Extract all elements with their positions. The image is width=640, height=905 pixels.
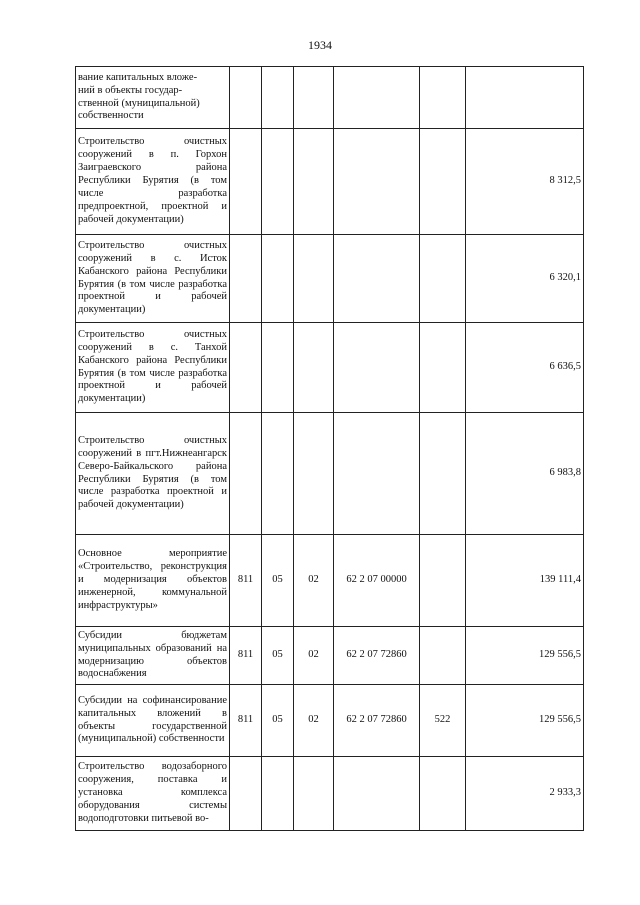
row-subsection-cell bbox=[294, 413, 334, 535]
row-grbs-cell: 811 bbox=[230, 535, 262, 627]
row-name-cell: Строительство очистных сооружений в с. Исток Кабанского района Республики Бурятия (в том числе разработка проектной и рабочей документации) bbox=[76, 235, 230, 323]
row-target-article-cell: 62 2 07 00000 bbox=[334, 535, 420, 627]
table-row bbox=[76, 627, 584, 685]
row-expense-type-cell bbox=[420, 413, 466, 535]
table-row bbox=[76, 129, 584, 235]
row-name-cell: Основное мероприятие «Строительство, реконструкция и модернизация объектов инженерной, коммунальной инфраструктуры» bbox=[76, 535, 230, 627]
row-section-cell bbox=[262, 413, 294, 535]
row-section-cell: 05 bbox=[262, 627, 294, 685]
row-target-article-cell bbox=[334, 323, 420, 413]
row-grbs-cell: 811 bbox=[230, 627, 262, 685]
row-subsection-cell: 02 bbox=[294, 535, 334, 627]
row-section-cell bbox=[262, 129, 294, 235]
budget-table bbox=[75, 66, 584, 831]
row-name-cell: Субсидии на софинансирование капитальных вложений в объекты государственной (муниципальной) собственности bbox=[76, 685, 230, 757]
row-target-article-cell: 62 2 07 72860 bbox=[334, 685, 420, 757]
row-subsection-cell: 02 bbox=[294, 627, 334, 685]
row-subsection-cell bbox=[294, 67, 334, 129]
row-name-cell: Строительство очистных сооружений в с. Танхой Кабанского района Республики Бурятия (в том числе разработка проектной и рабочей документации) bbox=[76, 323, 230, 413]
table-row bbox=[76, 413, 584, 535]
row-grbs-cell bbox=[230, 757, 262, 831]
row-sum-cell: 6 320,1 bbox=[466, 235, 584, 323]
row-grbs-cell bbox=[230, 235, 262, 323]
row-sum-cell: 139 111,4 bbox=[466, 535, 584, 627]
row-target-article-cell bbox=[334, 413, 420, 535]
row-sum-cell bbox=[466, 67, 584, 129]
budget-table-body bbox=[76, 67, 584, 831]
row-sum-cell: 8 312,5 bbox=[466, 129, 584, 235]
row-expense-type-cell bbox=[420, 129, 466, 235]
row-sum-cell: 129 556,5 bbox=[466, 685, 584, 757]
page-number: 1934 bbox=[308, 38, 332, 52]
row-section-cell: 05 bbox=[262, 685, 294, 757]
row-sum-cell: 6 983,8 bbox=[466, 413, 584, 535]
row-name-cell: Строительство водозаборного сооружения, поставка и установка комплекса оборудования системы водоподготовки питьевой во- bbox=[76, 757, 230, 831]
row-expense-type-cell bbox=[420, 535, 466, 627]
row-name-cell: Строительство очистных сооружений в п. Горхон Заиграевского района Республики Бурятия (в том числе разработка предпроектной, проектной и рабочей документации) bbox=[76, 129, 230, 235]
row-section-cell bbox=[262, 235, 294, 323]
row-sum-cell: 2 933,3 bbox=[466, 757, 584, 831]
row-expense-type-cell: 522 bbox=[420, 685, 466, 757]
row-expense-type-cell bbox=[420, 235, 466, 323]
row-sum-cell: 6 636,5 bbox=[466, 323, 584, 413]
table-row bbox=[76, 685, 584, 757]
row-sum-cell: 129 556,5 bbox=[466, 627, 584, 685]
row-section-cell: 05 bbox=[262, 535, 294, 627]
row-name-cell: Строительство очистных сооружений в пгт.Нижнеангарск Северо-Байкальского района Республики Бурятия (в том числе разработка проектной и рабочей документации) bbox=[76, 413, 230, 535]
row-subsection-cell bbox=[294, 757, 334, 831]
row-name-cell: Субсидии бюджетам муниципальных образований на модернизацию объектов водоснабжения bbox=[76, 627, 230, 685]
row-expense-type-cell bbox=[420, 627, 466, 685]
row-target-article-cell bbox=[334, 129, 420, 235]
row-grbs-cell bbox=[230, 323, 262, 413]
row-expense-type-cell bbox=[420, 323, 466, 413]
row-name-cell: вание капитальных вложе- ний в объекты государ- ственной (муниципальной) собственности bbox=[76, 67, 230, 129]
row-subsection-cell bbox=[294, 129, 334, 235]
row-target-article-cell: 62 2 07 72860 bbox=[334, 627, 420, 685]
row-target-article-cell bbox=[334, 757, 420, 831]
table-row bbox=[76, 67, 584, 129]
row-section-cell bbox=[262, 757, 294, 831]
row-subsection-cell: 02 bbox=[294, 685, 334, 757]
row-target-article-cell bbox=[334, 235, 420, 323]
row-expense-type-cell bbox=[420, 67, 466, 129]
table-row bbox=[76, 235, 584, 323]
row-section-cell bbox=[262, 67, 294, 129]
row-expense-type-cell bbox=[420, 757, 466, 831]
row-grbs-cell bbox=[230, 129, 262, 235]
row-grbs-cell: 811 bbox=[230, 685, 262, 757]
table-row bbox=[76, 757, 584, 831]
table-row bbox=[76, 535, 584, 627]
row-target-article-cell bbox=[334, 67, 420, 129]
table-row bbox=[76, 323, 584, 413]
row-subsection-cell bbox=[294, 323, 334, 413]
row-subsection-cell bbox=[294, 235, 334, 323]
row-section-cell bbox=[262, 323, 294, 413]
row-grbs-cell bbox=[230, 413, 262, 535]
row-grbs-cell bbox=[230, 67, 262, 129]
